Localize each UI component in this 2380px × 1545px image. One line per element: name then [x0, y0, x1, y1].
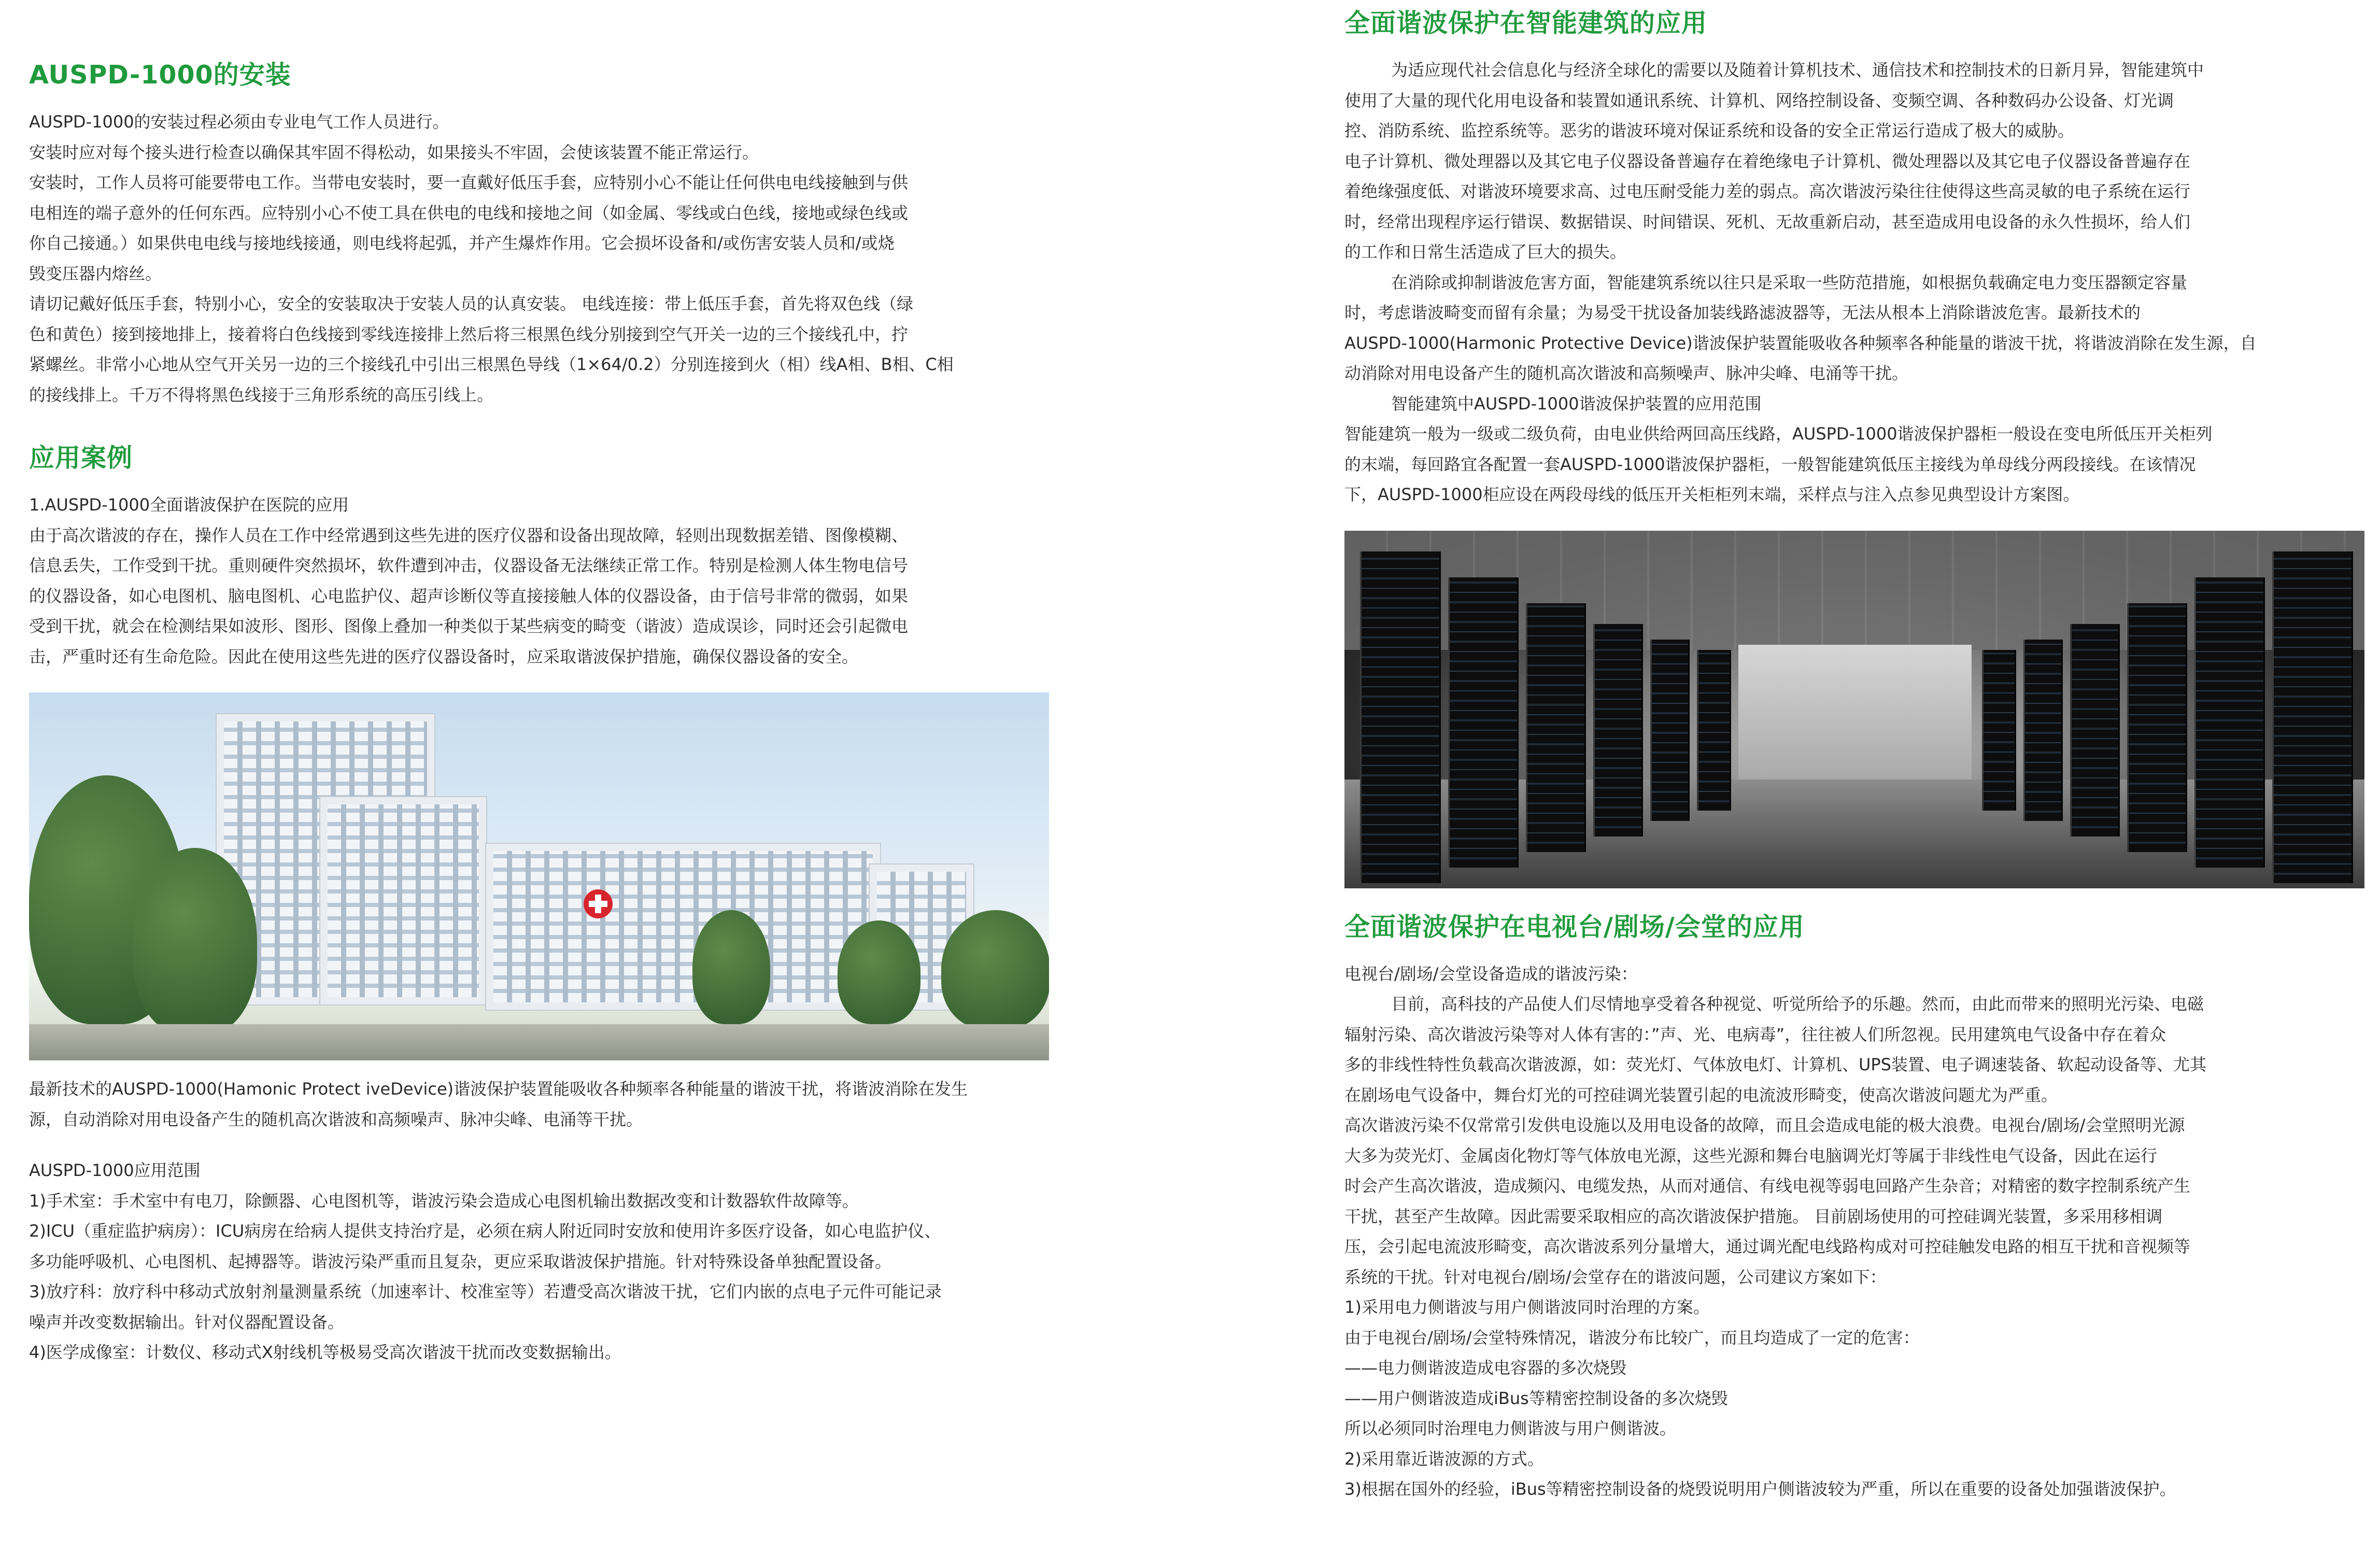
text-line: 使用了大量的现代化用电设备和装置如通讯系统、计算机、网络控制设备、变频空调、各种数码办公设备、灯光调	[1344, 90, 2174, 110]
text-line: 由于高次谐波的存在，操作人员在工作中经常遇到这些先进的医疗仪器和设备出现故障，轻则出现数据差错、图像模糊、	[29, 525, 909, 545]
text-line: 你自己接通。）如果供电电线与接地线接通，则电线将起弧，并产生爆炸作用。它会损坏设备和/或伤害安装人员和/或烧	[29, 233, 895, 253]
text-line: 的仪器设备，如心电图机、脑电图机、心电监护仪、超声诊断仪等直接接触人体的仪器设备，由于信号非常的微弱，如果	[29, 586, 909, 606]
tv-body	[1344, 959, 2360, 1505]
scope-body	[29, 1155, 1066, 1368]
text-line: 安装时，工作人员将可能要带电工作。当带电安装时，要一直戴好低压手套，应特别小心不能让任何供电电线接触到与供	[29, 173, 909, 192]
text-line: 时会产生高次谐波，造成频闪、电缆发热，从而对通信、有线电视等弱电回路产生杂音；对精密的数字控制系统产生	[1344, 1176, 2191, 1196]
text-line: 色和黄色）接到接地排上，接着将白色线接到零线连接排上然后将三根黑色线分别接到空气开关一边的三个接线孔中，拧	[29, 324, 909, 344]
text-line: 着绝缘强度低、对谐波环境要求高、过电压耐受能力差的弱点。高次谐波污染往往使得这些高灵敏的电子系统在运行	[1344, 181, 2191, 201]
tv-heading: 全面谐波保护在电视台/剧场/会堂的应用	[1344, 912, 1805, 942]
text-line: 控、消防系统、监控系统等。恶劣的谐波环境对保证系统和设备的安全正常运行造成了极大的威胁。	[1344, 121, 2075, 140]
text-line: 为适应现代社会信息化与经济全球化的需要以及随着计算机技术、通信技术和控制技术的日新月异，智能建筑中	[1391, 60, 2204, 80]
text-line: 2)采用靠近谐波源的方式。	[1344, 1449, 1544, 1469]
text-line: 高次谐波污染不仅常常引发供电设施以及用电设备的故障，而且会造成电能的极大浪费。电视台/剧场/会堂照明光源	[1344, 1115, 2185, 1135]
left-column	[29, 57, 1066, 1368]
text-line: 在消除或抑制谐波危害方面，智能建筑系统以往只是采取一些防范措施，如根据负载确定电力变压器额定容量	[1391, 272, 2188, 292]
text-line: 压，会引起电流波形畸变，高次谐波系列分量增大，通过调光配电线路构成对可控硅触发电路的相互干扰和音视频等	[1344, 1237, 2191, 1256]
text-line: 3)根据在国外的经验，iBus等精密控制设备的烧毁说明用户侧谐波较为严重，所以在重要的设备处加强谐波保护。	[1344, 1479, 2176, 1499]
text-line: 请切记戴好低压手套，特别小心，安全的安装取决于安装人员的认真安装。 电线连接：带上低压手套，首先将双色线（绿	[29, 294, 914, 314]
text-line: 时，经常出现程序运行错误、数据错误、时间错误、死机、无故重新启动，甚至造成用电设备的永久性损坏，给人们	[1344, 211, 2191, 232]
cases-body	[29, 490, 1066, 672]
text-line: 多的非线性特性负载高次谐波源，如：荧光灯、气体放电灯、计算机、UPS装置、电子调速装备、软起动设备等、尤其	[1344, 1055, 2207, 1074]
text-line: 安装时应对每个接头进行检查以确保其牢固不得松动，如果接头不牢固，会使该装置不能正常运行。	[29, 142, 759, 162]
text-line: 1)采用电力侧谐波与用户侧谐波同时治理的方案。	[1344, 1297, 1710, 1317]
text-line: 4)医学成像室：计数仪、移动式X射线机等极易受高次谐波干扰而改变数据输出。	[29, 1342, 621, 1362]
text-line: 智能建筑一般为一级或二级负荷，由电业供给两回高压线路，AUSPD-1000谐波保护器柜一般设在变电所低压开关柜列	[1344, 424, 2213, 444]
text-line: 大多为荧光灯、金属卤化物灯等气体放电光源，这些光源和舞台电脑调光灯等属于非线性电气设备，因此在运行	[1344, 1145, 2158, 1166]
text-line: 智能建筑中AUSPD-1000谐波保护装置的应用范围	[1391, 393, 1762, 414]
text-line: 目前，高科技的产品使人们尽情地享受着各种视觉、听觉所给予的乐趣。然而，由此而带来的照明光污染、电磁	[1391, 994, 2204, 1014]
text-line: AUSPD-1000的安装过程必须由专业电气工作人员进行。	[29, 112, 449, 132]
text-line: 最新技术的AUSPD-1000(Hamonic Protect iveDevice)谐波保护装置能吸收各种频率各种能量的谐波干扰，将谐波消除在发生	[29, 1079, 968, 1099]
text-line: 击，严重时还有生命危险。因此在使用这些先进的医疗仪器设备时，应采取谐波保护措施，确保仪器设备的安全。	[29, 646, 859, 667]
text-line: 毁变压器内熔丝。	[29, 263, 162, 284]
text-line: 下，AUSPD-1000柜应设在两段母线的低压开关柜柜列末端，采样点与注入点参见典型设计方案图。	[1344, 485, 2080, 504]
text-line: 的工作和日常生活造成了巨大的损失。	[1344, 242, 1627, 262]
building-heading: 全面谐波保护在智能建筑的应用	[1344, 8, 1708, 38]
hospital-image	[29, 692, 1049, 1060]
text-line: 所以必须同时治理电力侧谐波与用户侧谐波。	[1344, 1419, 1677, 1438]
text-line: 1)手术室：手术室中有电刀，除颤器、心电图机等，谐波污染会造成心电图机输出数据改变和计数器软件故障等。	[29, 1190, 859, 1211]
right-column	[1344, 5, 2360, 1505]
text-line: ——用户侧谐波造成iBus等精密控制设备的多次烧毁	[1344, 1388, 1728, 1408]
building-body	[1344, 55, 2360, 510]
text-line: 源，自动消除对用电设备产生的随机高次谐波和高频噪声、脉冲尖峰、电涌等干扰。	[29, 1109, 643, 1129]
technology-body	[29, 1074, 1066, 1135]
text-line: 的末端，每回路宜各配置一套AUSPD-1000谐波保护器柜，一般智能建筑低压主接线为单母线分两段接线。在该情况	[1344, 454, 2196, 474]
text-line: 受到干扰，就会在检测结果如波形、图形、图像上叠加一种类似于某些病变的畸变（谐波）造成误诊，同时还会引起微电	[29, 616, 909, 636]
text-line: AUSPD-1000(Harmonic Protective Device)谐波保护装置能吸收各种频率各种能量的谐波干扰，将谐波消除在发生源，自	[1344, 333, 2257, 353]
text-line: 电相连的端子意外的任何东西。应特别小心不使工具在供电的电线和接地之间（如金属、零线或白色线，接地或绿色线或	[29, 203, 909, 223]
text-line: 动消除对用电设备产生的随机高次谐波和高频噪声、脉冲尖峰、电涌等干扰。	[1344, 363, 1909, 383]
text-line: 紧螺丝。非常小心地从空气开关另一边的三个接线孔中引出三根黑色导线（1×64/0.2）分别连接到火（相）线A相、B相、C相	[29, 355, 954, 374]
text-line: 由于电视台/剧场/会堂特殊情况，谐波分布比较广，而且均造成了一定的危害：	[1344, 1327, 1920, 1348]
text-line: 1.AUSPD-1000全面谐波保护在医院的应用	[29, 495, 349, 515]
text-line: 多功能呼吸机、心电图机、起搏器等。谐波污染严重而且复杂，更应采取谐波保护措施。针对特殊设备单独配置设备。	[29, 1251, 892, 1271]
text-line: 在剧场电气设备中，舞台灯光的可控硅调光装置引起的电流波形畸变，使高次谐波问题尤为严重。	[1344, 1085, 2058, 1105]
text-line: 电视台/剧场/会堂设备造成的谐波污染：	[1344, 963, 1638, 984]
text-line: 系统的干扰。针对电视台/剧场/会堂存在的谐波问题，公司建议方案如下：	[1344, 1267, 1887, 1287]
text-line: ——电力侧谐波造成电容器的多次烧毁	[1344, 1358, 1627, 1378]
text-line: 3)放疗科：放疗科中移动式放射剂量测量系统（加速率计、校准室等）若遭受高次谐波干扰，它们内嵌的点电子元件可能记录	[29, 1282, 942, 1301]
hospital-cross-icon	[584, 889, 613, 918]
install-body	[29, 107, 1066, 410]
text-line: 干扰，甚至产生故障。因此需要采取相应的高次谐波保护措施。 目前剧场使用的可控硅调光装置，多采用移相调	[1344, 1206, 2163, 1226]
install-heading: AUSPD-1000的安装	[29, 60, 291, 90]
server-room-image	[1344, 531, 2364, 888]
text-line: 时，考虑谐波畸变而留有余量；为易受干扰设备加装线路滤波器等，无法从根本上消除谐波危害。最新技术的	[1344, 303, 2141, 322]
text-line: 辐射污染、高次谐波污染等对人体有害的：”声、光、电病毒”，往往被人们所忽视。民用建筑电气设备中存在着众	[1344, 1024, 2166, 1044]
text-line: 的接线排上。千万不得将黑色线接于三角形系统的高压引线上。	[29, 385, 494, 405]
cases-heading: 应用案例	[29, 443, 133, 473]
text-line: 电子计算机、微处理器以及其它电子仪器设备普遍存在着绝缘电子计算机、微处理器以及其它电子仪器设备普遍存在	[1344, 151, 2191, 171]
text-line: 2)ICU（重症监护病房）：ICU病房在给病人提供支持治疗是，必须在病人附近同时安放和使用许多医疗设备，如心电监护仪、	[29, 1221, 941, 1241]
text-line: 信息丢失，工作受到干扰。重则硬件突然损坏，软件遭到冲击，仪器设备无法继续正常工作。特别是检测人体生物电信号	[29, 556, 909, 575]
text-line: 噪声并改变数据输出。针对仪器配置设备。	[29, 1312, 345, 1332]
text-line: AUSPD-1000应用范围	[29, 1160, 201, 1180]
